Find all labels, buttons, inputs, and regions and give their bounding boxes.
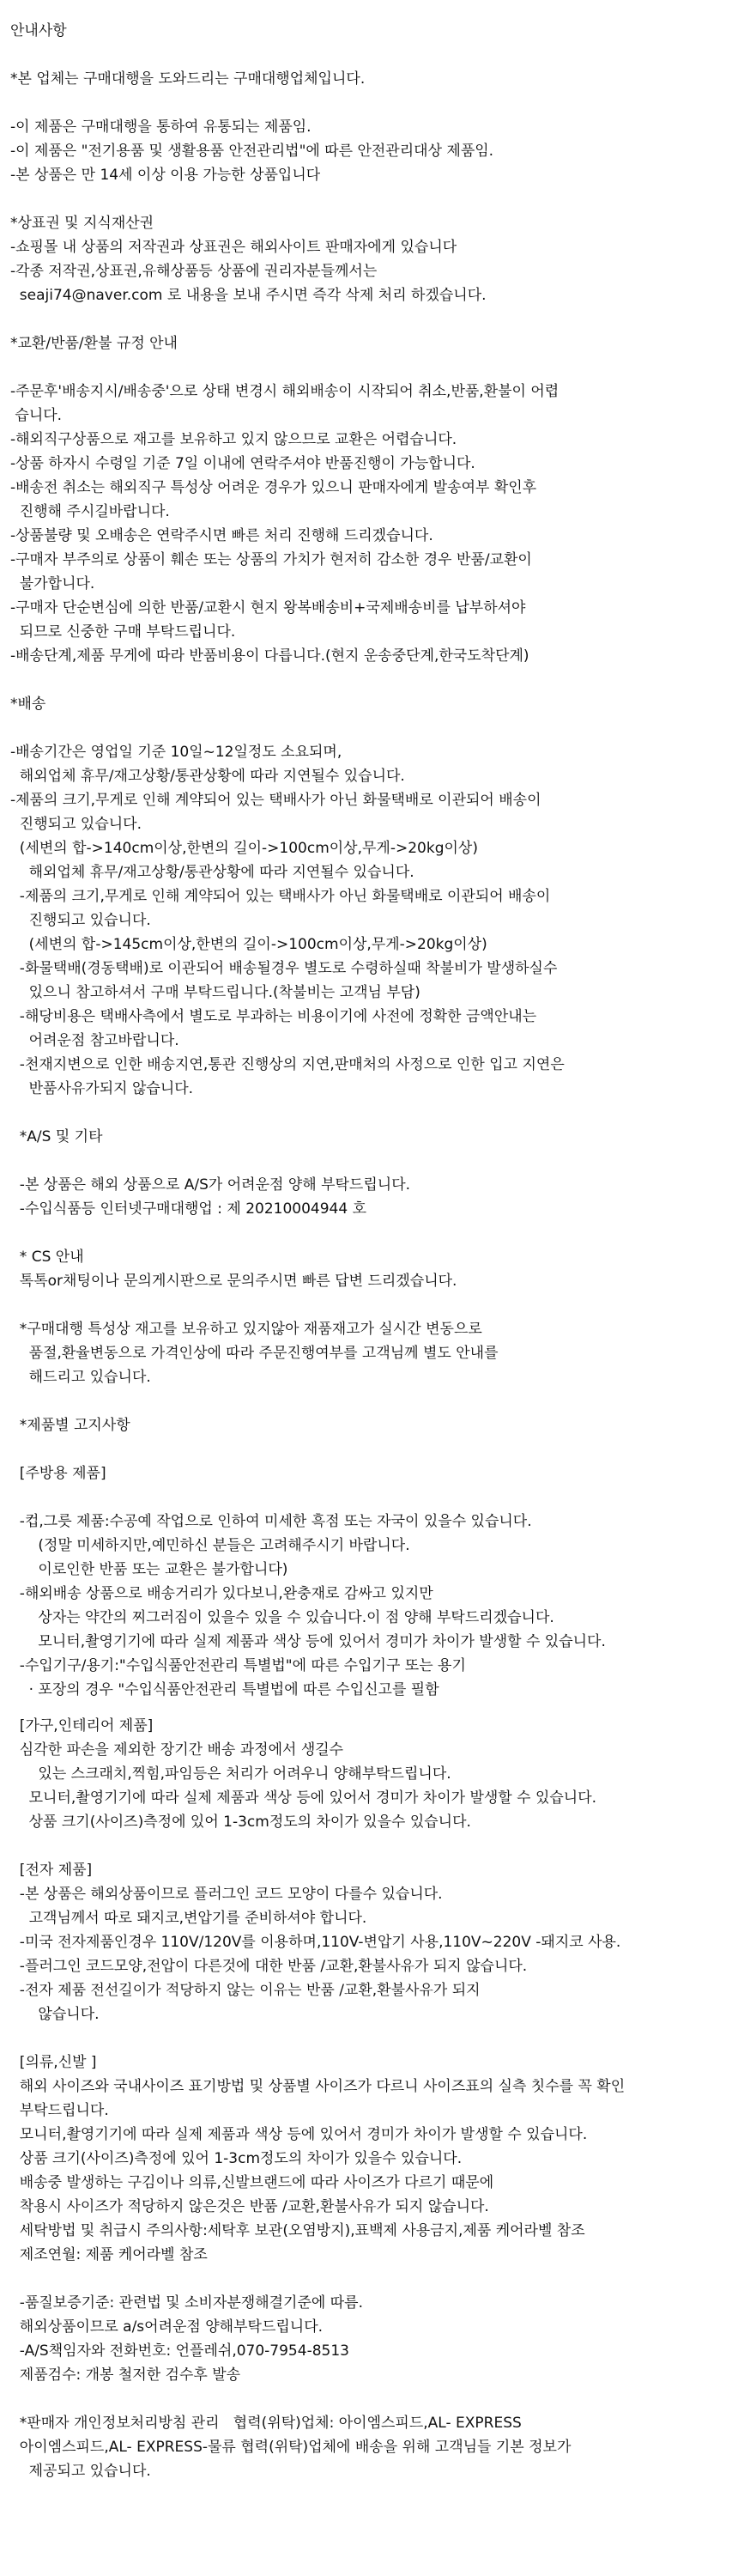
clothing-line: 제조연월: 제품 케어라벨 참조 — [10, 2246, 208, 2263]
returns-heading: *교환/반품/환불 규정 안내 — [10, 335, 178, 352]
clothing-line: 해외 사이즈와 국내사이즈 표기방법 및 상품별 사이즈가 다르니 사이즈표의 실측 칫수를 꼭 확인 — [10, 2078, 626, 2095]
electronics-line: -전자 제품 전선길이가 적당하지 않는 이유는 반품 /교환,환불사유가 되지 — [10, 1982, 481, 1999]
shipping-line: -화물택배(경동택배)로 이관되어 배송될경우 별도로 수령하실때 착불비가 발생하실수 — [10, 960, 558, 977]
cs-line: 톡톡or채팅이나 문의게시판으로 문의주시면 빠른 답변 드리겠습니다. — [10, 1273, 457, 1290]
clothing-line: 모니터,촬영기기에 따라 실제 제품과 색상 등에 있어서 경미가 차이가 발생할 수 있습니다. — [10, 2126, 588, 2143]
ip-line: -각종 저작권,상표권,유해상품등 상품에 권리자분들께서는 — [10, 263, 378, 280]
electronics-line: 고객님께서 따로 돼지코,변압기를 준비하셔야 합니다. — [10, 1910, 367, 1927]
returns-line: -구매자 단순변심에 의한 반품/교환시 현지 왕복배송비+국제배송비를 납부하셔야 — [10, 599, 526, 617]
cs-heading: * CS 안내 — [10, 1249, 84, 1266]
electronics-line: -플러그인 코드모양,전압이 다른것에 대한 반품 /교환,환불사유가 되지 않습니다. — [10, 1958, 528, 1975]
electronics-line: 않습니다. — [10, 2006, 100, 2023]
returns-line: -구매자 부주의로 상품이 훼손 또는 상품의 가치가 현저히 감소한 경우 반품/교환이 — [10, 551, 532, 568]
returns-line: 습니다. — [10, 407, 63, 424]
kitchen-line: 모니터,촬영기기에 따라 실제 제품과 색상 등에 있어서 경미가 차이가 발생할 수 있습니다. — [10, 1633, 606, 1650]
stock-line: *구매대행 특성상 재고를 보유하고 있지않아 재품재고가 실시간 변동으로 — [10, 1321, 482, 1338]
kitchen-line: -컵,그릇 제품:수공예 작업으로 인하여 미세한 흑점 또는 자국이 있을수 있습니다. — [10, 1513, 532, 1530]
ip-contact-email: seaji74@naver.com 로 내용을 보내 주시면 즉각 삭제 처리 하겠습니다. — [10, 287, 487, 304]
kitchen-heading: [주방용 제품] — [10, 1465, 106, 1482]
intro-line: -이 제품은 구매대행을 통하여 유통되는 제품임. — [10, 118, 312, 136]
clothing-line: 세탁방법 및 취급시 주의사항:세탁후 보관(오염방지),표백제 사용금지,제품 케어라벨 참조 — [10, 2222, 585, 2239]
as-heading: *A/S 및 기타 — [10, 1128, 103, 1145]
returns-line: 진행해 주시길바랍니다. — [10, 503, 170, 520]
kitchen-line: 상자는 약간의 찌그러짐이 있을수 있을 수 있습니다.이 점 양해 부탁드리겠습니다. — [10, 1609, 554, 1626]
quality-line: -품질보증기준: 관련법 및 소비자분쟁해결기준에 따름. — [10, 2294, 363, 2312]
privacy-line: *판매자 개인정보처리방침 관리 협력(위탁)업체: 아이엠스피드,AL- EXPRESS — [10, 2415, 522, 2432]
stock-line: 품절,환율변동으로 가격인상에 따라 주문진행여부를 고객님께 별도 안내를 — [10, 1345, 499, 1362]
product-notice-heading: *제품별 고지사항 — [10, 1417, 130, 1434]
furniture-line: 모니터,촬영기기에 따라 실제 제품과 색상 등에 있어서 경미가 차이가 발생할 수 있습니다. — [10, 1789, 597, 1807]
intro-line: -이 제품은 "전기용품 및 생활용품 안전관리법"에 따른 안전관리대상 제품임. — [10, 143, 494, 160]
returns-line: -배송단계,제품 무게에 따라 반품비용이 다릅니다.(현지 운송중단계,한국도착단계) — [10, 647, 529, 665]
shipping-line: 있으니 참고하셔서 구매 부탁드립니다.(착불비는 고객님 부담) — [10, 984, 420, 1001]
electronics-heading: [전자 제품] — [10, 1862, 93, 1879]
quality-line: 제품검수: 개봉 철저한 검수후 발송 — [10, 2366, 241, 2384]
shipping-heading: *배송 — [10, 696, 46, 713]
kitchen-line: (정말 미세하지만,예민하신 분들은 고려해주시기 바랍니다. — [10, 1537, 410, 1554]
intro-line: -본 상품은 만 14세 이상 이용 가능한 상품입니다 — [10, 167, 321, 184]
furniture-heading: [가구,인테리어 제품] — [10, 1717, 154, 1735]
shipping-line: -제품의 크기,무게로 인해 계약되어 있는 택배사가 아닌 화물택배로 이관되어 배송이 — [10, 792, 541, 809]
returns-line: -해외직구상품으로 재고를 보유하고 있지 않으므로 교환은 어렵습니다. — [10, 431, 457, 448]
shipping-line: 해외업체 휴무/재고상황/통관상황에 따라 지연될수 있습니다. — [10, 768, 405, 785]
returns-line: -상품 하자시 수령일 기준 7일 이내에 연락주셔야 반품진행이 가능합니다. — [10, 455, 475, 472]
furniture-line: 심각한 파손을 제외한 장기간 배송 과정에서 생길수 — [10, 1741, 344, 1759]
clothing-line: 부탁드립니다. — [10, 2102, 109, 2119]
furniture-line: 있는 스크래치,찍힘,파임등은 처리가 어려우니 양해부탁드립니다. — [10, 1765, 451, 1783]
electronics-line: -미국 전자제품인경우 110V/120V를 이용하며,110V-변압기 사용,110V~220V -돼지코 사용. — [10, 1934, 621, 1951]
shipping-line: -해당비용은 택배사측에서 별도로 부과하는 비용이기에 사전에 정확한 금액안내는 — [10, 1008, 537, 1025]
shipping-line: 진행되고 있습니다. — [10, 816, 142, 833]
kitchen-line: -해외배송 상품으로 배송거리가 있다보니,완충재로 감싸고 있지만 — [10, 1585, 433, 1602]
shipping-line: (세변의 합->140cm이상,한변의 길이->100cm이상,무게->20kg이상) — [10, 840, 478, 857]
clothing-line: 상품 크기(사이즈)측정에 있어 1-3cm정도의 차이가 있을수 있습니다. — [10, 2150, 463, 2167]
stock-line: 해드리고 있습니다. — [10, 1369, 151, 1386]
privacy-line: 아이엠스피드,AL- EXPRESS-물류 협력(위탁)업체에 배송을 위해 고객님들 기본 정보가 — [10, 2439, 572, 2456]
kitchen-line: -수입기구/용기:"수입식품안전관리 특별법"에 따른 수입기구 또는 용기 — [10, 1657, 466, 1674]
shipping-line: 어려운점 참고바랍니다. — [10, 1032, 179, 1049]
intro-line: *본 업체는 구매대행을 도와드리는 구매대행업체입니다. — [10, 70, 366, 88]
electronics-line: -본 상품은 해외상품이므로 플러그인 코드 모양이 다를수 있습니다. — [10, 1886, 443, 1903]
shipping-line: 진행되고 있습니다. — [10, 912, 151, 929]
ip-line: -쇼핑몰 내 상품의 저작권과 상표권은 해외사이트 판매자에게 있습니다 — [10, 239, 457, 256]
returns-line: -배송전 취소는 해외직구 특성상 어려운 경우가 있으니 판매자에게 발송여부 확인후 — [10, 479, 537, 496]
quality-contact-line: -A/S책임자와 전화번호: 언플레쉬,070-7954-8513 — [10, 2342, 349, 2360]
clothing-line: 배송중 발생하는 구김이나 의류,신발브랜드에 따라 사이즈가 다르기 때문에 — [10, 2174, 494, 2191]
privacy-line: 제공되고 있습니다. — [10, 2463, 151, 2480]
kitchen-line: 이로인한 반품 또는 교환은 불가합니다) — [10, 1561, 288, 1578]
quality-line: 해외상품이므로 a/s어려운점 양해부탁드립니다. — [10, 2318, 324, 2336]
returns-line: 되므로 신중한 구매 부탁드립니다. — [10, 623, 236, 641]
returns-line: 불가합니다. — [10, 575, 95, 592]
ip-heading: *상표권 및 지식재산권 — [10, 215, 154, 232]
clothing-heading: [의류,신발 ] — [10, 2054, 97, 2071]
kitchen-line: · 포장의 경우 "수입식품안전관리 특별법에 따른 수입신고를 필함 — [10, 1681, 439, 1698]
shipping-line: -제품의 크기,무게로 인해 계약되어 있는 택배사가 아닌 화물택배로 이관되어 배송이 — [10, 888, 551, 905]
as-license-number: -수입식품등 인터넷구매대행업 : 제 20210004944 호 — [10, 1200, 366, 1218]
shipping-line: -배송기간은 영업일 기준 10일~12일정도 소요되며, — [10, 744, 342, 761]
returns-line: -주문후'배송지시/배송중'으로 상태 변경시 해외배송이 시작되어 취소,반품,환불이 어렵 — [10, 383, 560, 400]
clothing-line: 착용시 사이즈가 적당하지 않은것은 반품 /교환,환불사유가 되지 않습니다. — [10, 2198, 489, 2215]
shipping-line: (세변의 합->145cm이상,한변의 길이->100cm이상,무게->20kg이상) — [10, 936, 487, 953]
shipping-line: 해외업체 휴무/재고상황/통관상황에 따라 지연될수 있습니다. — [10, 864, 414, 881]
document-title: 안내사항 — [10, 22, 67, 39]
furniture-line: 상품 크기(사이즈)측정에 있어 1-3cm정도의 차이가 있을수 있습니다. — [10, 1814, 471, 1831]
as-line: -본 상품은 해외 상품으로 A/S가 어려운점 양해 부탁드립니다. — [10, 1176, 411, 1194]
shipping-line: -천재지변으로 인한 배송지연,통관 진행상의 지연,판매처의 사정으로 인한 입고 지연은 — [10, 1056, 565, 1073]
shipping-line: 반품사유가되지 않습니다. — [10, 1080, 194, 1097]
returns-line: -상품불량 및 오배송은 연락주시면 빠른 처리 진행해 드리겠습니다. — [10, 527, 433, 544]
